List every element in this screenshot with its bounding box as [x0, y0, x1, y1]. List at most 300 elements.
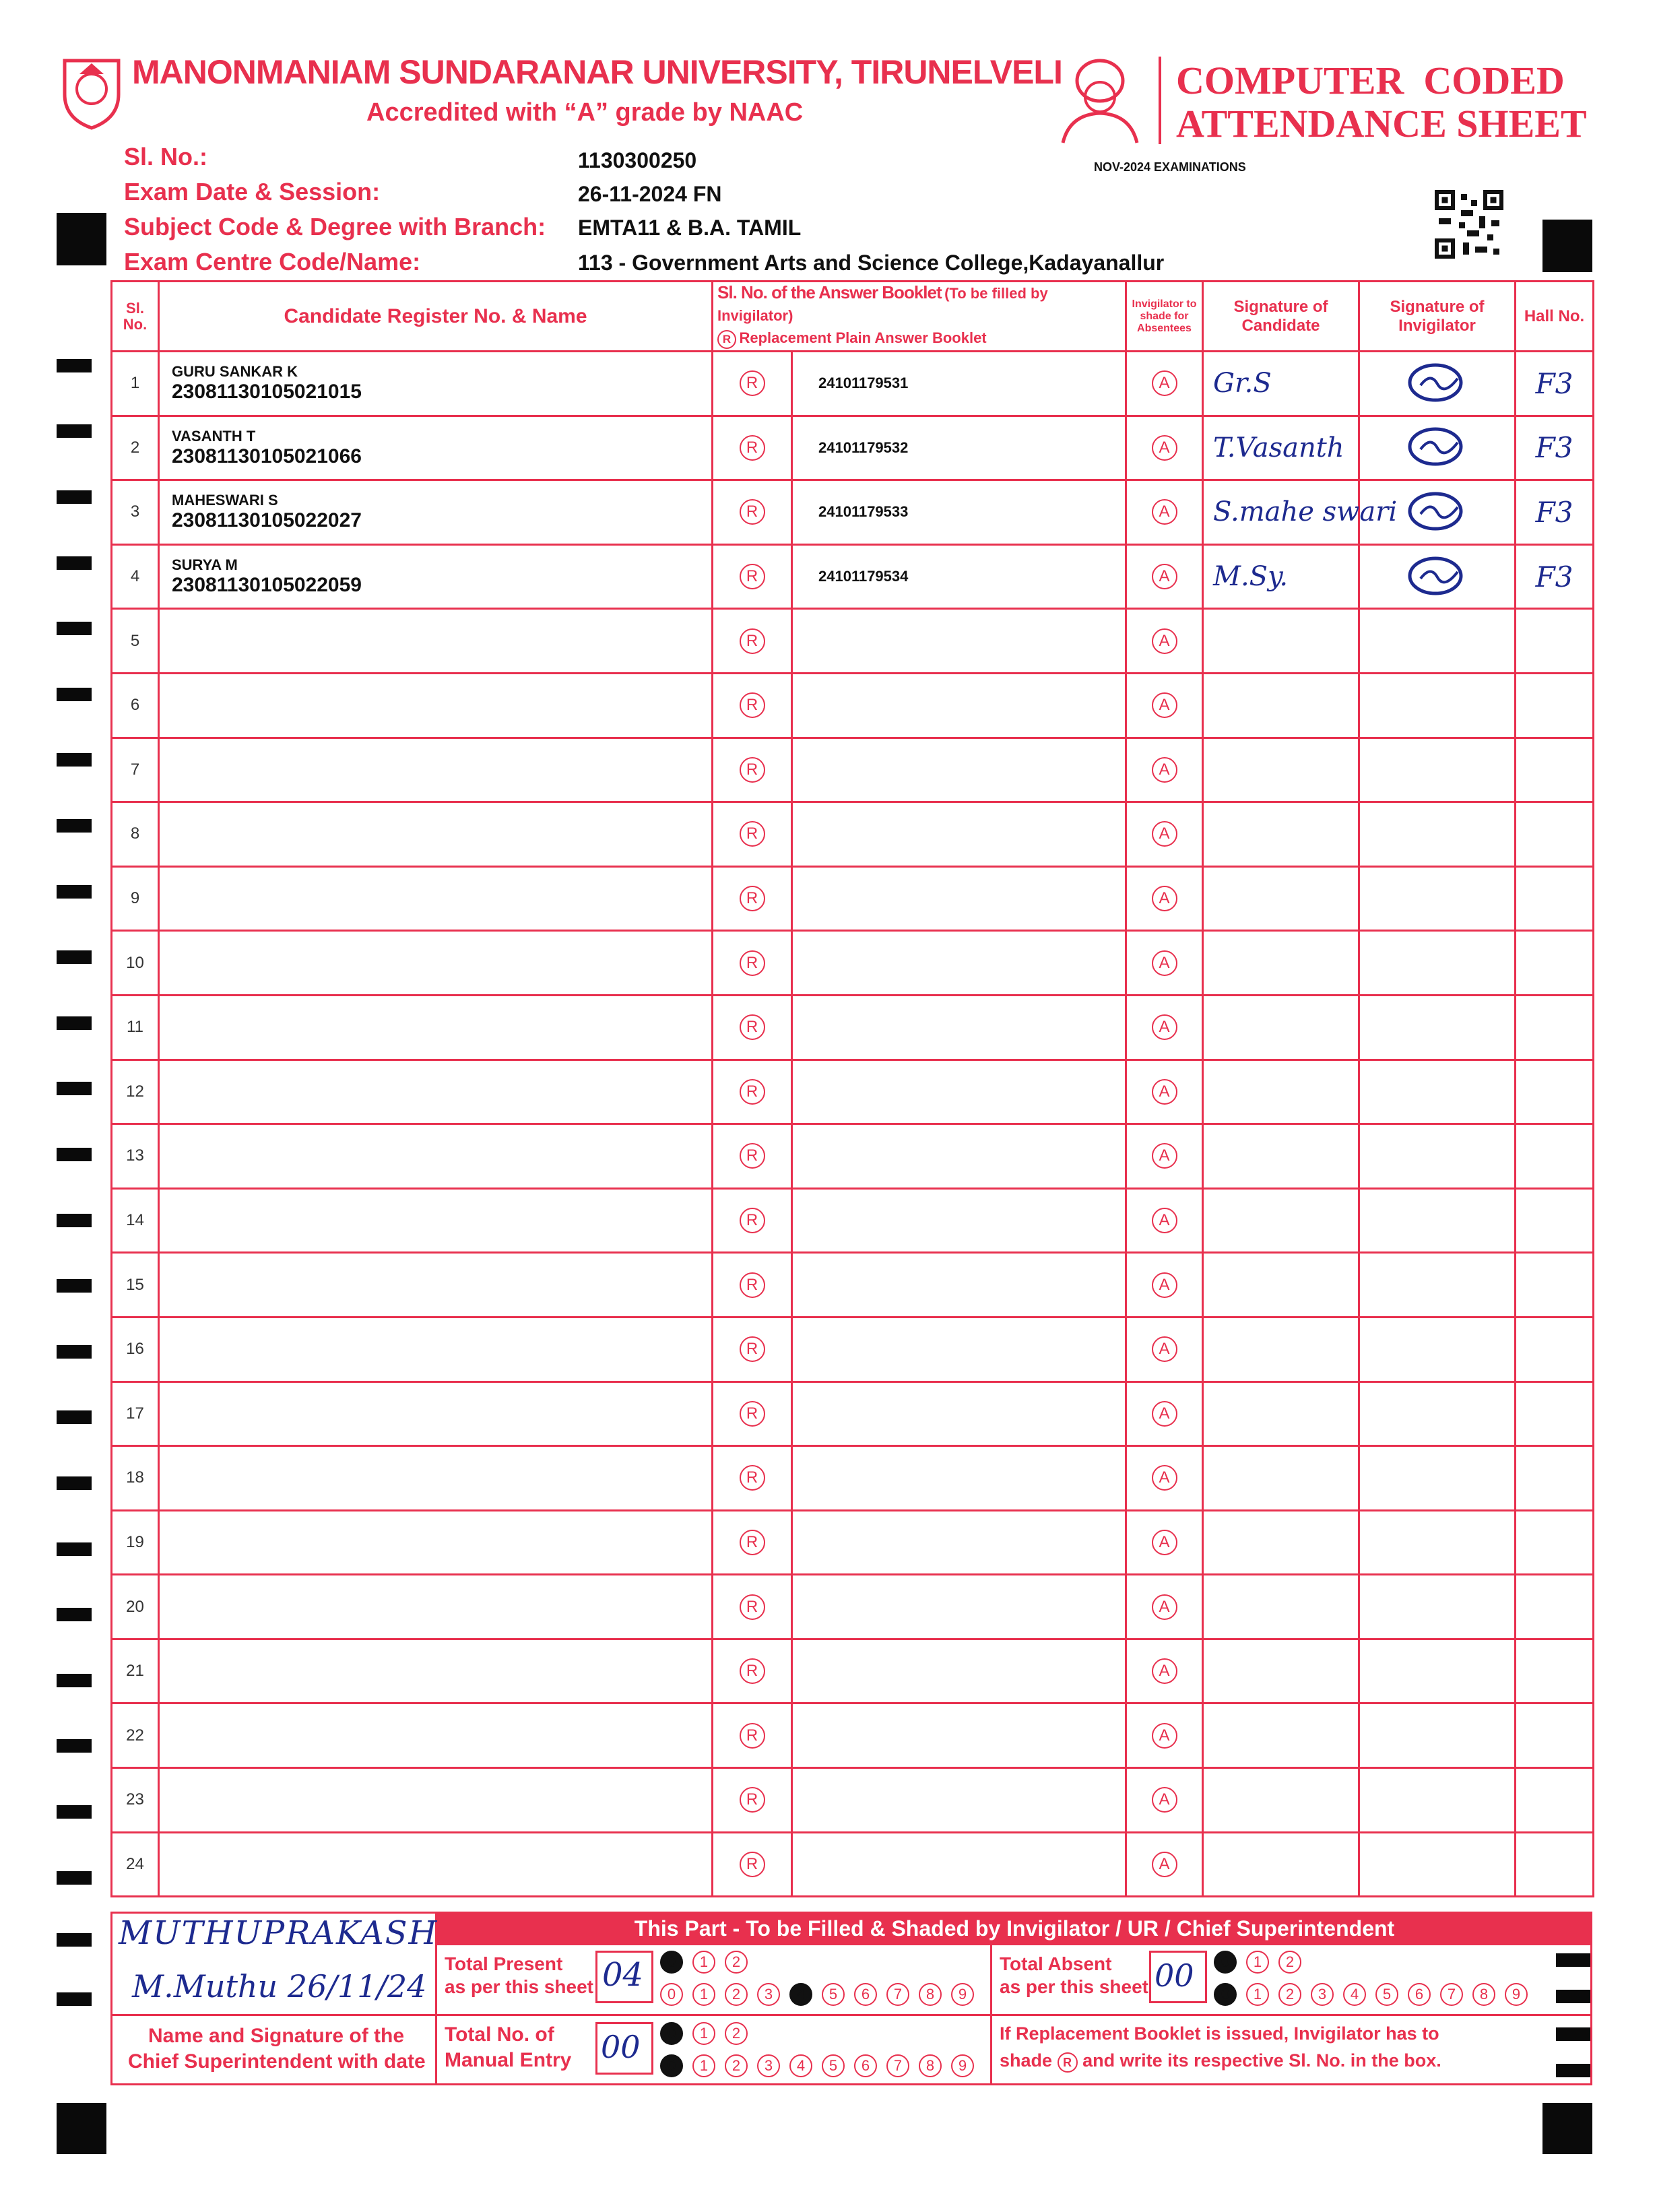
row-absent[interactable]	[1126, 1832, 1203, 1897]
row-replacement[interactable]	[713, 480, 792, 545]
manual-entry-value: 00	[601, 2029, 641, 2065]
row-sig-invigilator	[1359, 1188, 1516, 1253]
row-sig-candidate	[1203, 1124, 1359, 1189]
row-sl: 15	[112, 1253, 159, 1318]
digit-bubble-7[interactable]: 7	[1440, 1983, 1463, 2006]
meta-label-subject: Subject Code & Degree with Branch:	[124, 213, 546, 240]
row-hall	[1516, 995, 1594, 1060]
timing-mark-left	[57, 753, 92, 767]
table-row	[112, 1188, 1594, 1253]
timing-mark-left	[57, 885, 92, 899]
row-candidate	[159, 1639, 713, 1703]
row-absent[interactable]	[1126, 931, 1203, 996]
digit-bubble-0[interactable]: 0	[1214, 1983, 1237, 2006]
digit-bubble-1[interactable]: 1	[692, 2054, 715, 2077]
digit-bubble-3[interactable]: 3	[757, 2054, 780, 2077]
row-candidate	[159, 352, 713, 416]
digit-bubble-2[interactable]: 2	[725, 2054, 748, 2077]
digit-bubble-1[interactable]: 1	[692, 1951, 715, 1974]
digit-bubble-4[interactable]: 4	[789, 2054, 812, 2077]
candidate-signature: Gr.S	[1213, 368, 1272, 399]
digit-bubble-5[interactable]: 5	[822, 2054, 845, 2077]
row-absent[interactable]	[1126, 673, 1203, 738]
replacement-bubble-icon[interactable]: R	[740, 1272, 765, 1298]
footer-banner: This Part - To be Filled & Shaded by Invigilator / UR / Chief Superintendent	[436, 1912, 1592, 1945]
manual-entry-units	[660, 2054, 983, 2077]
row-replacement[interactable]	[713, 1124, 792, 1189]
digit-bubble-8[interactable]: 8	[919, 1983, 942, 2006]
total-present-units	[660, 1983, 983, 2006]
row-hall	[1516, 1575, 1594, 1639]
timing-mark-left	[57, 1345, 92, 1359]
row-sig-invigilator	[1359, 1060, 1516, 1124]
row-absent[interactable]	[1126, 1317, 1203, 1381]
superintendent-caption-1: Name and Signature of the	[148, 2025, 405, 2047]
total-present-value: 04	[602, 1956, 644, 1994]
timing-mark-top-left	[57, 213, 106, 265]
absent-bubble-icon[interactable]: A	[1152, 1079, 1177, 1105]
row-sl: 7	[112, 738, 159, 802]
absent-bubble-icon[interactable]: A	[1152, 692, 1177, 718]
row-absent[interactable]	[1126, 1124, 1203, 1189]
meta-label-date: Exam Date & Session:	[124, 178, 381, 205]
row-hall	[1516, 802, 1594, 867]
row-candidate	[159, 1317, 713, 1381]
row-sig-candidate	[1203, 866, 1359, 931]
table-row	[112, 609, 1594, 674]
timing-mark-left	[57, 1992, 92, 2006]
table-row	[112, 738, 1594, 802]
digit-bubble-1[interactable]: 1	[1246, 1983, 1269, 2006]
replacement-bubble-icon[interactable]: R	[740, 1465, 765, 1491]
absent-bubble-icon[interactable]: A	[1152, 1208, 1177, 1233]
row-booklet	[792, 480, 1126, 545]
superintendent-signature: M.Muthu 26/11/24	[132, 1968, 427, 2005]
replacement-bubble-icon[interactable]: R	[740, 1723, 765, 1749]
absent-bubble-icon[interactable]: A	[1152, 1530, 1177, 1555]
superintendent-caption-2: Chief Superintendent with date	[128, 2050, 426, 2073]
doc-title-line1: COMPUTER CODED	[1176, 59, 1565, 102]
digit-bubble-1[interactable]: 1	[692, 2022, 715, 2045]
row-booklet	[792, 1575, 1126, 1639]
col-booklet: Sl. No. of the Answer Booklet (To be filled by Invigilator) R Replacement Plain Answer Booklet	[713, 282, 1126, 352]
row-sl: 21	[112, 1639, 159, 1703]
timing-mark-left	[57, 1542, 92, 1556]
university-name: MANONMANIAM SUNDARANAR UNIVERSITY, TIRUNELVELI	[132, 53, 1062, 91]
row-candidate	[159, 1510, 713, 1575]
row-replacement[interactable]	[713, 866, 792, 931]
absent-bubble-icon[interactable]: A	[1152, 1852, 1177, 1877]
digit-bubble-8[interactable]: 8	[1472, 1983, 1495, 2006]
digit-bubble-2[interactable]: 2	[725, 1951, 748, 1974]
timing-mark-top-right	[1542, 220, 1592, 272]
candidate-name: GURU SANKAR K	[172, 363, 298, 381]
row-sig-invigilator	[1359, 1575, 1516, 1639]
absent-bubble-icon[interactable]: A	[1152, 1272, 1177, 1298]
replacement-bubble-icon[interactable]: R	[740, 1594, 765, 1620]
row-booklet	[792, 673, 1126, 738]
row-absent[interactable]	[1126, 738, 1203, 802]
digit-bubble-1[interactable]: 1	[692, 1983, 715, 2006]
absent-bubble-icon[interactable]: A	[1152, 370, 1177, 396]
total-present-tens	[660, 1951, 757, 1974]
row-replacement[interactable]	[713, 738, 792, 802]
replacement-bubble-icon[interactable]: R	[740, 1079, 765, 1105]
hall-number: F3	[1535, 366, 1573, 400]
row-sig-invigilator	[1359, 1446, 1516, 1511]
row-replacement[interactable]	[713, 416, 792, 480]
replacement-symbol-icon: R	[717, 330, 736, 349]
row-absent[interactable]	[1126, 1188, 1203, 1253]
row-absent[interactable]	[1126, 1446, 1203, 1511]
table-row	[112, 416, 1594, 480]
row-sig-invigilator	[1359, 352, 1516, 416]
row-replacement[interactable]	[713, 995, 792, 1060]
digit-bubble-0[interactable]: 0	[660, 1951, 683, 1974]
candidate-reg: 23081130105021066	[172, 445, 362, 467]
table-row	[112, 1703, 1594, 1768]
timing-mark-left	[57, 490, 92, 504]
replacement-bubble-icon[interactable]: R	[740, 499, 765, 525]
row-booklet	[792, 609, 1126, 674]
row-replacement[interactable]	[713, 1703, 792, 1768]
row-booklet	[792, 1703, 1126, 1768]
replacement-bubble-icon[interactable]: R	[740, 370, 765, 396]
candidate-reg: 23081130105022027	[172, 509, 362, 532]
absent-bubble-icon[interactable]: A	[1152, 1465, 1177, 1491]
absent-bubble-icon[interactable]: A	[1152, 886, 1177, 911]
row-replacement[interactable]	[713, 1253, 792, 1318]
row-sig-candidate	[1203, 352, 1359, 416]
replacement-bubble-icon[interactable]: R	[740, 1852, 765, 1877]
accreditation: Accredited with “A” grade by NAAC	[366, 98, 804, 127]
row-replacement[interactable]	[713, 544, 792, 609]
total-present-label-2: as per this sheet	[445, 1976, 593, 1997]
row-booklet	[792, 1060, 1126, 1124]
row-replacement[interactable]	[713, 1381, 792, 1446]
absent-bubble-icon[interactable]: A	[1152, 499, 1177, 525]
digit-bubble-7[interactable]: 7	[886, 1983, 909, 2006]
timing-mark-left	[57, 1410, 92, 1424]
total-absent-value: 00	[1155, 1957, 1194, 1994]
row-absent[interactable]	[1126, 1639, 1203, 1703]
row-hall	[1516, 352, 1594, 416]
absent-bubble-icon[interactable]: A	[1152, 1594, 1177, 1620]
timing-mark-left	[57, 1871, 92, 1885]
digit-bubble-0[interactable]: 0	[660, 2054, 683, 2077]
replacement-bubble-icon[interactable]: R	[740, 821, 765, 847]
candidate-signature: M.Sy.	[1213, 561, 1289, 593]
timing-mark-bottom-right	[1542, 2103, 1592, 2154]
row-absent[interactable]	[1126, 866, 1203, 931]
row-replacement[interactable]	[713, 1060, 792, 1124]
timing-mark-left	[57, 1674, 92, 1687]
timing-mark-left	[57, 688, 92, 701]
row-candidate	[159, 416, 713, 480]
digit-bubble-6[interactable]: 6	[854, 2054, 877, 2077]
row-candidate	[159, 1832, 713, 1897]
digit-bubble-9[interactable]: 9	[951, 1983, 974, 2006]
digit-bubble-9[interactable]: 9	[1505, 1983, 1528, 2006]
row-sig-invigilator	[1359, 866, 1516, 931]
row-sig-invigilator	[1359, 673, 1516, 738]
candidate-name: SURYA M	[172, 556, 238, 574]
timing-mark-left	[57, 1016, 92, 1030]
candidate-reg: 23081130105021015	[172, 381, 362, 403]
table-row	[112, 352, 1594, 416]
absent-bubble-icon[interactable]: A	[1152, 1658, 1177, 1684]
row-sig-candidate	[1203, 480, 1398, 545]
row-sig-candidate	[1203, 1703, 1359, 1768]
row-replacement[interactable]	[713, 609, 792, 674]
digit-bubble-4[interactable]: 4	[1343, 1983, 1366, 2006]
total-present-label-1: Total Present	[445, 1953, 563, 1974]
row-hall	[1516, 544, 1594, 609]
row-candidate	[159, 1124, 713, 1189]
table-row	[112, 1639, 1594, 1703]
absent-bubble-icon[interactable]: A	[1152, 821, 1177, 847]
absent-bubble-icon[interactable]: A	[1152, 1336, 1177, 1362]
row-replacement[interactable]	[713, 1575, 792, 1639]
manual-entry-label-1: Total No. of	[445, 2023, 554, 2046]
table-row	[112, 1446, 1594, 1511]
replacement-bubble-icon[interactable]: R	[740, 1787, 765, 1813]
hall-number: F3	[1535, 560, 1573, 593]
row-booklet	[792, 1317, 1126, 1381]
meta-value-subject: EMTA11 & B.A. TAMIL	[578, 216, 802, 240]
row-hall	[1516, 1381, 1594, 1446]
replacement-bubble-icon[interactable]: R	[740, 1336, 765, 1362]
replacement-bubble-icon[interactable]: R	[740, 1014, 765, 1040]
row-replacement[interactable]	[713, 1317, 792, 1381]
digit-bubble-1[interactable]: 1	[1246, 1951, 1269, 1974]
absent-bubble-icon[interactable]: A	[1152, 950, 1177, 976]
meta-value-date: 26-11-2024 FN	[578, 182, 722, 206]
row-replacement[interactable]	[713, 1639, 792, 1703]
exam-tag: NOV-2024 EXAMINATIONS	[1094, 160, 1246, 174]
row-booklet	[792, 1188, 1126, 1253]
absent-bubble-icon[interactable]: A	[1152, 628, 1177, 654]
absent-bubble-icon[interactable]: A	[1152, 1014, 1177, 1040]
total-absent-units	[1214, 1983, 1537, 2006]
row-candidate	[159, 1188, 713, 1253]
row-replacement[interactable]	[713, 931, 792, 996]
absent-bubble-icon[interactable]: A	[1152, 564, 1177, 589]
row-hall	[1516, 480, 1594, 545]
absent-bubble-icon[interactable]: A	[1152, 1787, 1177, 1813]
invigilator-signature-icon	[1400, 487, 1474, 534]
replacement-bubble-icon[interactable]: R	[740, 757, 765, 783]
row-absent[interactable]	[1126, 1510, 1203, 1575]
row-replacement[interactable]	[713, 1446, 792, 1511]
replacement-bubble-icon[interactable]: R	[740, 950, 765, 976]
portrait-icon	[1056, 54, 1144, 144]
row-sig-candidate	[1203, 1832, 1359, 1897]
table-row	[112, 1768, 1594, 1833]
hall-number: F3	[1535, 495, 1573, 529]
row-replacement[interactable]	[713, 673, 792, 738]
digit-bubble-0[interactable]: 0	[660, 2022, 683, 2045]
digit-bubble-0[interactable]: 0	[1214, 1951, 1237, 1974]
row-sl: 12	[112, 1060, 159, 1124]
booklet-number: 24101179533	[818, 503, 909, 521]
absent-bubble-icon[interactable]: A	[1152, 1723, 1177, 1749]
row-sig-candidate	[1203, 1060, 1359, 1124]
replacement-note-2: shade R and write its respective Sl. No. in the box.	[1000, 2050, 1441, 2073]
table-row	[112, 1124, 1594, 1189]
row-sl: 9	[112, 866, 159, 931]
booklet-number: 24101179531	[818, 375, 909, 392]
replacement-bubble-icon[interactable]: R	[740, 628, 765, 654]
manual-entry-label-2: Manual Entry	[445, 2049, 572, 2071]
row-sig-candidate	[1203, 416, 1359, 480]
timing-mark-left	[57, 1214, 92, 1227]
attendance-table	[110, 280, 1594, 1897]
row-sl: 18	[112, 1446, 159, 1511]
col-hall: Hall No.	[1516, 282, 1594, 352]
col-candidate: Candidate Register No. & Name	[159, 282, 713, 352]
university-logo-icon	[59, 54, 124, 132]
row-absent[interactable]	[1126, 416, 1203, 480]
timing-mark-left	[57, 1805, 92, 1819]
row-candidate	[159, 480, 713, 545]
row-sig-candidate	[1203, 1381, 1359, 1446]
row-replacement[interactable]	[713, 1188, 792, 1253]
absent-bubble-icon[interactable]: A	[1152, 757, 1177, 783]
row-absent[interactable]	[1126, 1381, 1203, 1446]
row-hall	[1516, 673, 1594, 738]
absent-bubble-icon[interactable]: A	[1152, 1143, 1177, 1169]
row-absent[interactable]	[1126, 1768, 1203, 1833]
meta-value-sl: 1130300250	[578, 148, 697, 172]
digit-bubble-6[interactable]: 6	[1408, 1983, 1431, 2006]
row-sl: 3	[112, 480, 159, 545]
row-booklet	[792, 352, 1126, 416]
row-candidate	[159, 802, 713, 867]
col-absentee: Invigilator to shade for Absentees	[1126, 282, 1203, 352]
row-replacement[interactable]	[713, 1768, 792, 1833]
row-absent[interactable]	[1126, 1060, 1203, 1124]
digit-bubble-2[interactable]: 2	[1278, 1983, 1301, 2006]
digit-bubble-5[interactable]: 5	[1375, 1983, 1398, 2006]
digit-bubble-2[interactable]: 2	[725, 2022, 748, 2045]
digit-bubble-5[interactable]: 5	[822, 1983, 845, 2006]
row-candidate	[159, 673, 713, 738]
digit-bubble-2[interactable]: 2	[1278, 1951, 1301, 1974]
row-replacement[interactable]	[713, 1832, 792, 1897]
row-absent[interactable]	[1126, 995, 1203, 1060]
timing-mark-left	[57, 1082, 92, 1095]
table-row	[112, 1510, 1594, 1575]
timing-mark-left	[57, 1608, 92, 1621]
row-sl: 4	[112, 544, 159, 609]
row-hall	[1516, 609, 1594, 674]
table-row	[112, 995, 1594, 1060]
digit-bubble-6[interactable]: 6	[854, 1983, 877, 2006]
row-replacement[interactable]	[713, 802, 792, 867]
replacement-bubble-icon[interactable]: R	[740, 564, 765, 589]
replacement-bubble-icon[interactable]: R	[740, 435, 765, 461]
col-sig-candidate: Signature of Candidate	[1203, 282, 1359, 352]
row-sig-candidate	[1203, 931, 1359, 996]
digit-bubble-0[interactable]: 0	[660, 1983, 683, 2006]
candidate-reg: 23081130105022059	[172, 574, 362, 597]
row-sl: 8	[112, 802, 159, 867]
timing-mark-left	[57, 819, 92, 833]
row-hall	[1516, 1317, 1594, 1381]
row-sig-invigilator	[1359, 416, 1516, 480]
row-hall	[1516, 1768, 1594, 1833]
digit-bubble-3[interactable]: 3	[1311, 1983, 1334, 2006]
row-booklet	[792, 544, 1126, 609]
table-row	[112, 1317, 1594, 1381]
row-sig-invigilator	[1359, 1703, 1516, 1768]
row-absent[interactable]	[1126, 352, 1203, 416]
replacement-note-1: If Replacement Booklet is issued, Invigilator has to	[1000, 2023, 1439, 2044]
timing-mark-left	[57, 622, 92, 635]
row-booklet	[792, 1832, 1126, 1897]
row-hall	[1516, 931, 1594, 996]
replacement-bubble-icon[interactable]: R	[740, 886, 765, 911]
absent-divider	[990, 1945, 992, 2015]
digit-bubble-3[interactable]: 3	[757, 1983, 780, 2006]
timing-mark-left	[57, 556, 92, 570]
row-replacement[interactable]	[713, 1510, 792, 1575]
row-sig-candidate	[1203, 673, 1359, 738]
row-absent[interactable]	[1126, 480, 1203, 545]
row-absent[interactable]	[1126, 1703, 1203, 1768]
absent-bubble-icon[interactable]: A	[1152, 435, 1177, 461]
row-absent[interactable]	[1126, 1575, 1203, 1639]
digit-bubble-9[interactable]: 9	[951, 2054, 974, 2077]
timing-mark-left	[57, 1279, 92, 1293]
row-sig-candidate	[1203, 609, 1359, 674]
row-hall	[1516, 1188, 1594, 1253]
row-sl: 17	[112, 1381, 159, 1446]
row-sig-candidate	[1203, 1510, 1359, 1575]
row-sl: 13	[112, 1124, 159, 1189]
replacement-bubble-icon[interactable]: R	[740, 1208, 765, 1233]
row-sl: 16	[112, 1317, 159, 1381]
digit-bubble-8[interactable]: 8	[919, 2054, 942, 2077]
row-hall	[1516, 1832, 1594, 1897]
digit-bubble-7[interactable]: 7	[886, 2054, 909, 2077]
table-row	[112, 1832, 1594, 1897]
row-candidate	[159, 1768, 713, 1833]
row-absent[interactable]	[1126, 609, 1203, 674]
candidate-signature: S.mahe swari	[1213, 496, 1398, 528]
row-absent[interactable]	[1126, 1253, 1203, 1318]
replacement-bubble-icon[interactable]: R	[740, 692, 765, 718]
absent-bubble-icon[interactable]: A	[1152, 1401, 1177, 1427]
timing-mark-left	[57, 1148, 92, 1161]
meta-label-sl: Sl. No.:	[124, 143, 207, 170]
row-absent[interactable]	[1126, 544, 1203, 609]
row-sig-invigilator	[1359, 931, 1516, 996]
digit-bubble-2[interactable]: 2	[725, 1983, 748, 2006]
replacement-bubble-icon[interactable]: R	[740, 1401, 765, 1427]
replacement-bubble-icon[interactable]: R	[740, 1658, 765, 1684]
row-replacement[interactable]	[713, 352, 792, 416]
row-absent[interactable]	[1126, 802, 1203, 867]
replacement-bubble-icon[interactable]: R	[740, 1143, 765, 1169]
table-row	[112, 673, 1594, 738]
col-sl: Sl. No.	[112, 282, 159, 352]
replacement-bubble-icon[interactable]: R	[740, 1530, 765, 1555]
meta-value-centre: 113 - Government Arts and Science College,Kadayanallur	[578, 251, 1165, 275]
candidate-signature: T.Vasanth	[1213, 432, 1344, 463]
digit-bubble-4[interactable]: 4	[789, 1983, 812, 2006]
